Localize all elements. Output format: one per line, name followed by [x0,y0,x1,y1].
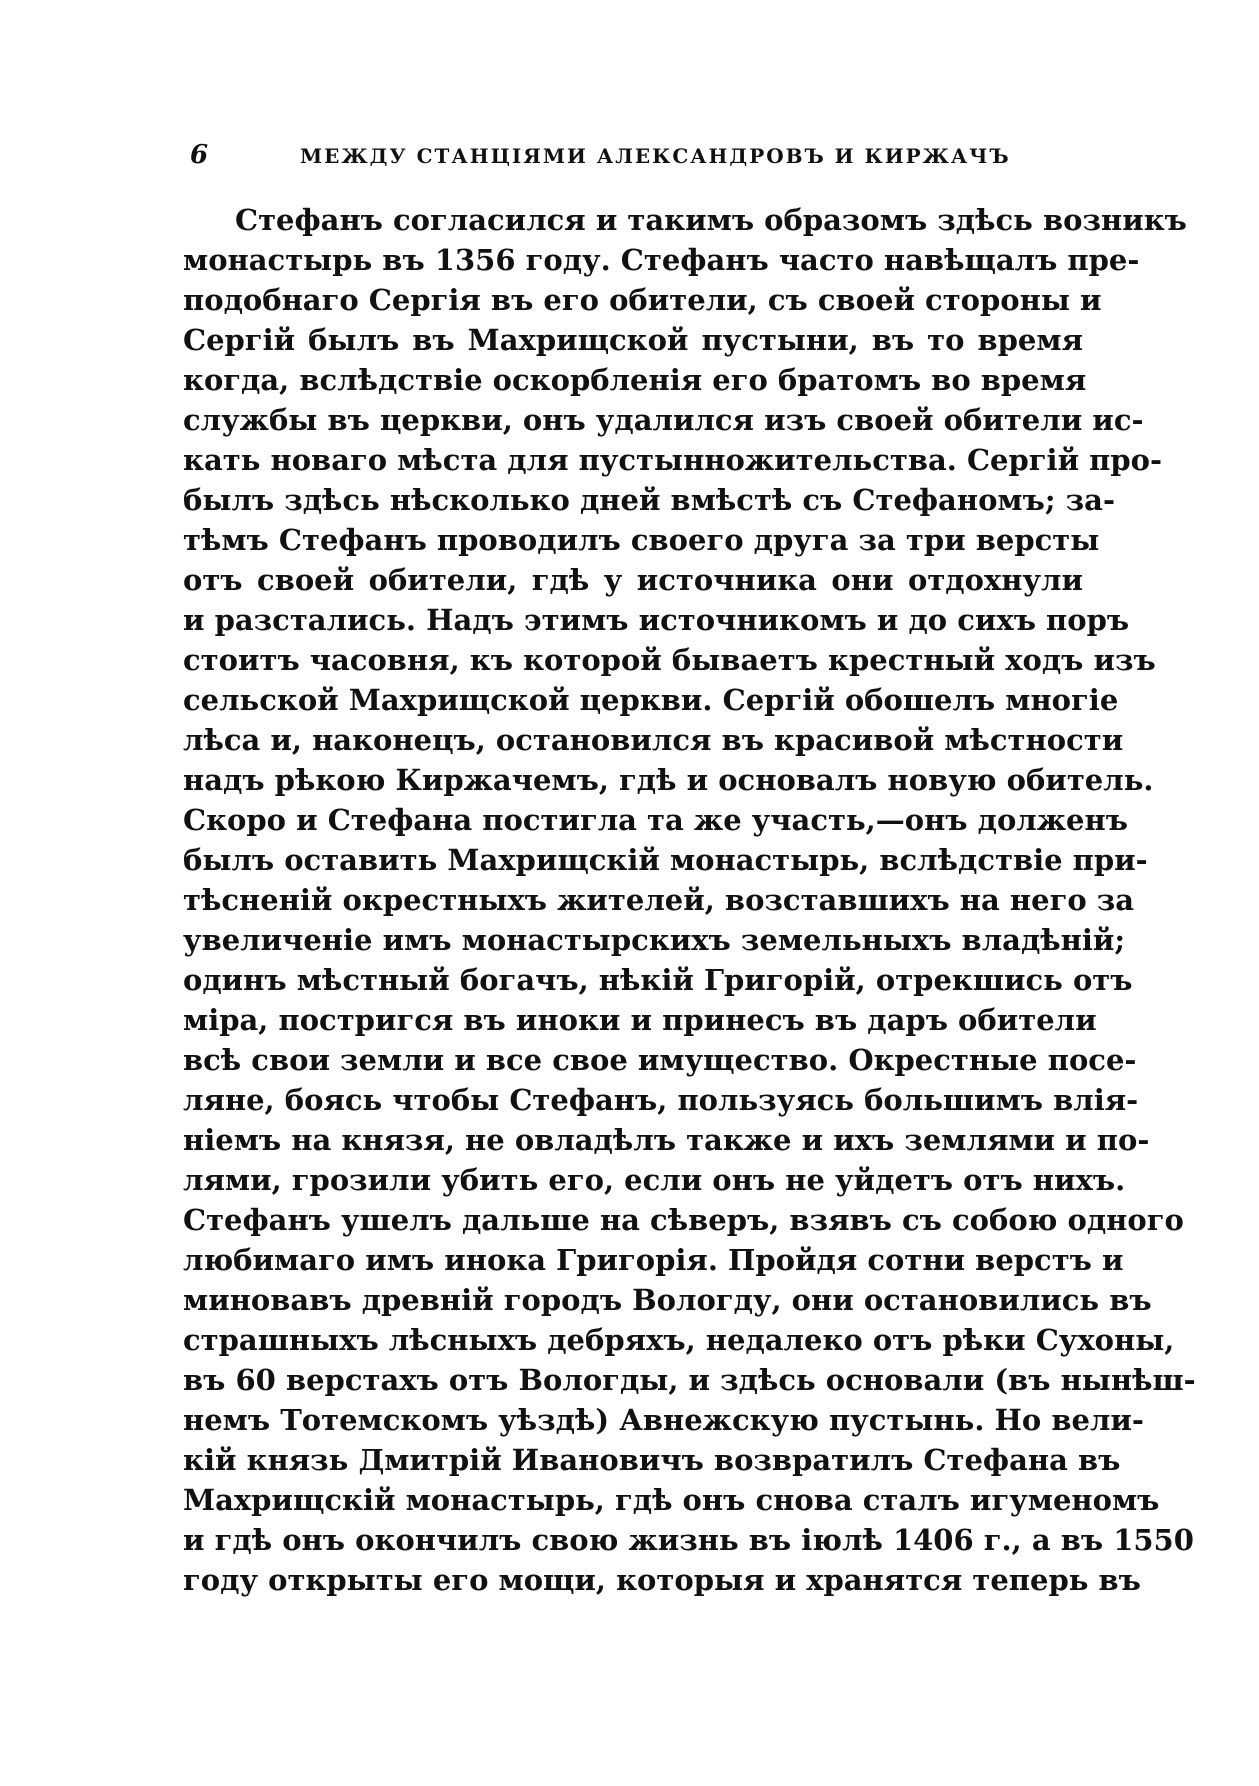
page-number: 6 [190,140,209,170]
text-line: кій князь Дмитрій Ивановичъ возвратилъ Стефана въ [183,1443,1121,1477]
text-line: отъ своей обители, гдѣ у источника они отдохнули [183,563,1083,597]
text-line: увеличеніе имъ монастырскихъ земельныхъ владѣній; [183,923,1126,957]
body-text [183,200,1196,1600]
text-line: стоитъ часовня, къ которой бываетъ крестный ходъ изъ [183,643,1156,677]
text-line: миновавъ древній городъ Вологду, они остановились въ [183,1283,1152,1317]
text-line: подобнаго Сергія въ его обители, съ своей стороны и [183,283,1102,317]
text-line: и гдѣ онъ окончилъ свою жизнь въ іюлѣ 1406 г., а въ 1550 [183,1523,1194,1557]
text-line: немъ Тотемскомъ уѣздѣ) Авнежскую пустынь. Но вели- [183,1403,1144,1437]
text-line: и разстались. Надъ этимъ источникомъ и до сихъ поръ [183,603,1130,637]
text-line: всѣ свои земли и все свое имущество. Окрестные посе- [183,1043,1137,1077]
text-line: Стефанъ согласился и такимъ образомъ здѣсь возникъ [235,203,1187,237]
running-head-title: МЕЖДУ СТАНЦІЯМИ АЛЕКСАНДРОВЪ И КИРЖАЧЪ [300,144,1011,168]
running-head [190,140,1090,174]
text-line: сельской Махрищской церкви. Сергій обошелъ многіе [183,683,1119,717]
text-line: монастырь въ 1356 году. Стефанъ часто навѣщалъ пре- [183,243,1140,277]
text-line: надъ рѣкою Киржачемъ, гдѣ и основалъ новую обитель. [183,763,1154,797]
text-line: Скоро и Стефана постигла та же участь,—онъ долженъ [183,803,1128,837]
text-line: міра, постригся въ иноки и принесъ въ даръ обители [183,1003,1097,1037]
text-line: лѣса и, наконецъ, остановился въ красивой мѣстности [183,723,1124,757]
text-line: службы въ церкви, онъ удалился изъ своей обители ис- [183,403,1144,437]
text-line: страшныхъ лѣсныхъ дебряхъ, недалеко отъ рѣки Сухоны, [183,1323,1175,1357]
text-line: когда, вслѣдствіе оскорбленія его братомъ во время [183,363,1087,397]
text-line: Махрищскій монастырь, гдѣ онъ снова сталъ игуменомъ [183,1483,1160,1517]
text-line: Стефанъ ушелъ дальше на сѣверъ, взявъ съ собою одного [183,1203,1184,1237]
text-line: лями, грозили убить его, если онъ не уйдетъ отъ нихъ. [183,1163,1126,1197]
text-line: кать новаго мѣста для пустынножительства. Сергій про- [183,443,1163,477]
text-line: тѣсненій окрестныхъ жителей, возставшихъ на него за [183,883,1135,917]
text-line: ляне, боясь чтобы Стефанъ, пользуясь большимъ влія- [183,1083,1139,1117]
text-line: году открыты его мощи, которыя и хранятся теперь въ [183,1563,1141,1597]
text-line: Сергій былъ въ Махрищской пустыни, въ то время [183,323,1083,357]
text-line: тѣмъ Стефанъ проводилъ своего друга за три версты [183,523,1100,557]
text-line: былъ оставить Махрищскій монастырь, вслѣдствіе при- [183,843,1148,877]
text-line: ніемъ на князя, не овладѣлъ также и ихъ землями и по- [183,1123,1150,1157]
text-line: любимаго имъ инока Григорія. Пройдя сотни верстъ и [183,1243,1124,1277]
text-line: въ 60 верстахъ отъ Вологды, и здѣсь основали (въ нынѣш- [183,1363,1196,1397]
text-line: былъ здѣсь нѣсколько дней вмѣстѣ съ Стефаномъ; за- [183,483,1115,517]
text-line: одинъ мѣстный богачъ, нѣкій Григорій, отрекшись отъ [183,963,1133,997]
